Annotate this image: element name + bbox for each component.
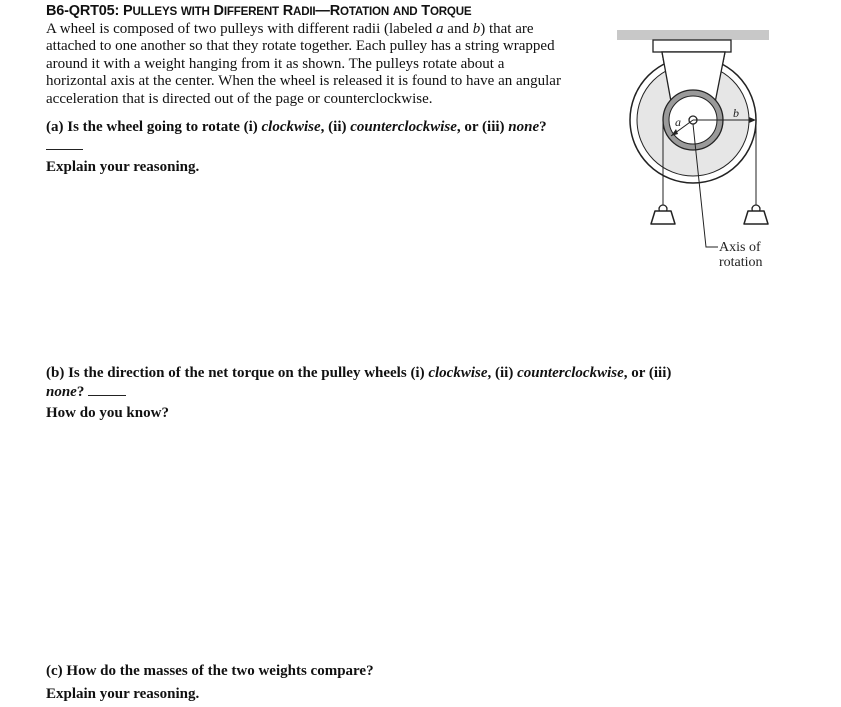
answer-blank-b[interactable] xyxy=(88,383,126,396)
weight-b xyxy=(744,205,768,224)
weight-a xyxy=(651,205,675,224)
intro-line-3: around it with a weight hanging from it as shown. The pulleys rotate about a xyxy=(46,55,505,72)
question-a: (a) Is the wheel going to rotate (i) clockwise, (ii) counterclockwise, or (iii) none? xyxy=(46,119,547,135)
ceiling xyxy=(617,30,769,40)
intro-line-2: attached to one another so that they rotate together. Each pulley has a string wrapped xyxy=(46,38,555,55)
answer-blank-a[interactable] xyxy=(46,149,83,150)
problem-description xyxy=(46,21,606,108)
how-prompt-b: How do you know? xyxy=(46,405,169,421)
axis-of-rotation-label: Axis of rotation xyxy=(719,240,763,270)
question-b: (b) Is the direction of the net torque on the pulley wheels (i) clockwise, (ii) counterclockwise, or (iii) none? xyxy=(46,365,672,400)
pulley-diagram xyxy=(600,20,790,255)
problem-title: B6-QRT05: PULLEYS WITH DIFFERENT RADII—ROTATION AND TORQUE xyxy=(46,3,472,19)
intro-line-4: horizontal axis at the center. When the wheel is released it is found to have an angular xyxy=(46,73,561,90)
explain-prompt-a: Explain your reasoning. xyxy=(46,159,200,175)
label-b: b xyxy=(733,106,739,120)
mount-plate xyxy=(653,40,731,52)
label-a: a xyxy=(675,115,681,129)
intro-line-1: A wheel is composed of two pulleys with different radii (labeled a and b) that are xyxy=(46,21,534,37)
question-c: (c) How do the masses of the two weights compare? xyxy=(46,663,374,679)
explain-prompt-c: Explain your reasoning. xyxy=(46,686,200,702)
intro-line-5: acceleration that is directed out of the page or counterclockwise. xyxy=(46,90,433,107)
